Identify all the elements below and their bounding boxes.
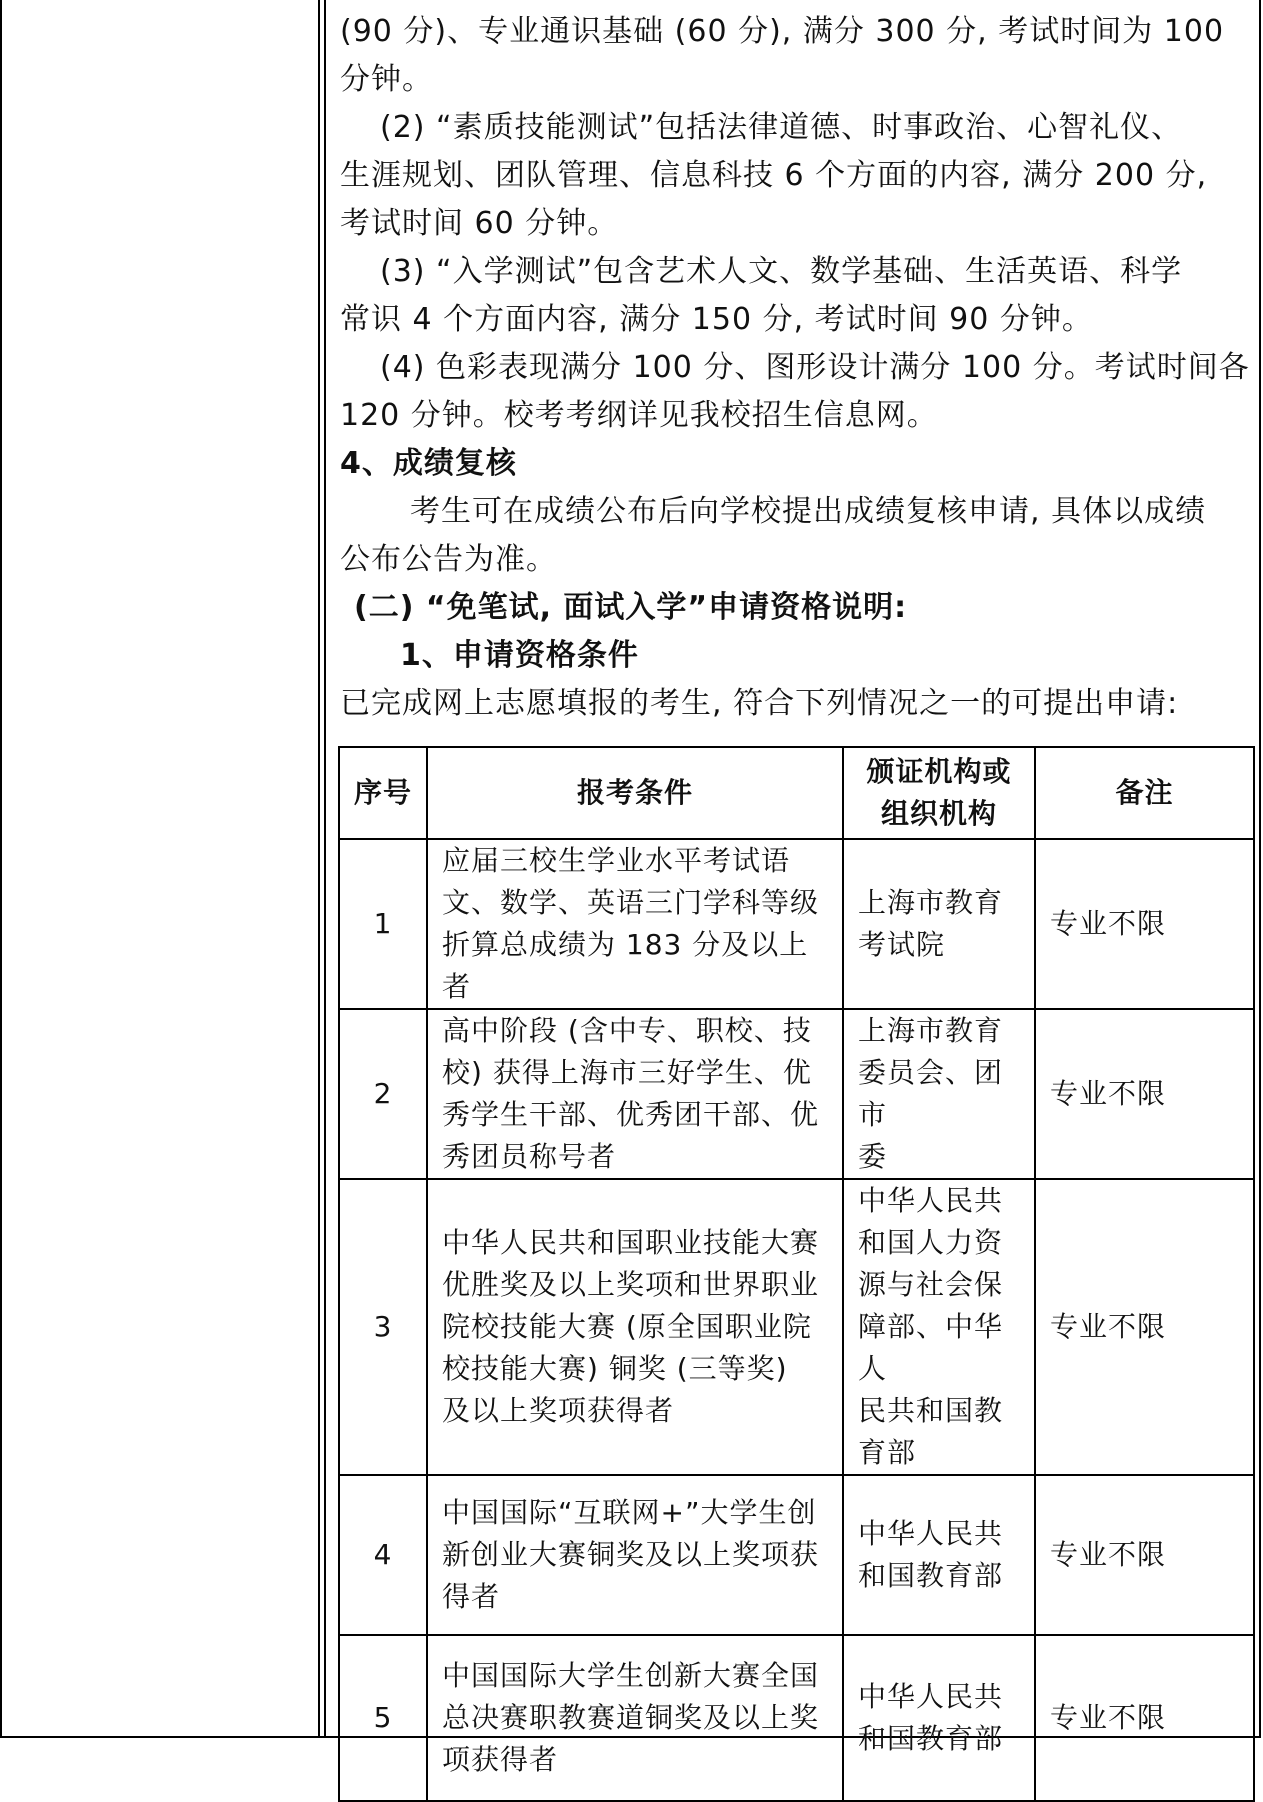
- row-condition: [427, 1179, 843, 1475]
- row-no: 4: [339, 1475, 427, 1635]
- header-no: 序号: [339, 747, 427, 839]
- eligibility-table: [338, 746, 1255, 1802]
- section-4-line-1: 考生可在成绩公布后向学校提出成绩复核申请, 具体以成绩: [410, 494, 1207, 529]
- condition-line: 及以上奖项获得者: [442, 1394, 675, 1427]
- org-line: 中华人民共: [858, 1184, 1004, 1217]
- row-condition: [427, 1475, 843, 1635]
- row-no: 1: [339, 839, 427, 1009]
- condition-line: 新创业大赛铜奖及以上奖项获: [442, 1538, 820, 1571]
- row-org: [843, 1009, 1035, 1179]
- org-line: 和国教育部: [858, 1722, 1004, 1755]
- row-org: [843, 1635, 1035, 1801]
- row-condition: [427, 839, 843, 1009]
- org-line: 民共和国教: [858, 1394, 1004, 1427]
- frame-right-line: [1259, 0, 1261, 1738]
- section-4-line-2: 公布公告为准。: [340, 542, 557, 577]
- paragraph-2-line-1: (2) “素质技能测试”包括法律道德、时事政治、心智礼仪、: [380, 110, 1183, 145]
- table-row: [339, 1009, 1254, 1179]
- paragraph-1-line-2: 分钟。: [340, 62, 433, 97]
- condition-line: 秀团员称号者: [442, 1140, 617, 1173]
- table-row: [339, 1475, 1254, 1635]
- row-no: 5: [339, 1635, 427, 1801]
- condition-line: 校) 获得上海市三好学生、优: [442, 1056, 812, 1089]
- paragraph-1-line-1: (90 分)、专业通识基础 (60 分), 满分 300 分, 考试时间为 100: [340, 14, 1225, 49]
- row-no: 3: [339, 1179, 427, 1475]
- paragraph-4-line-2: 120 分钟。校考考纲详见我校招生信息网。: [340, 398, 938, 433]
- section-two-intro: 已完成网上志愿填报的考生, 符合下列情况之一的可提出申请:: [340, 686, 1179, 721]
- org-line: 委: [858, 1140, 888, 1173]
- condition-line: 院校技能大赛 (原全国职业院: [442, 1310, 812, 1343]
- section-two-heading: (二) “免笔试, 面试入学”申请资格说明:: [354, 590, 908, 625]
- org-line: 障部、中华人: [858, 1310, 1004, 1385]
- paragraph-2-line-2: 生涯规划、团队管理、信息科技 6 个方面的内容, 满分 200 分,: [340, 158, 1208, 193]
- condition-line: 应届三校生学业水平考试语: [442, 844, 791, 877]
- paragraph-2-line-3: 考试时间 60 分钟。: [340, 206, 619, 241]
- condition-line: 中华人民共和国职业技能大赛: [442, 1226, 820, 1259]
- row-note: 专业不限: [1035, 1635, 1254, 1801]
- row-note: 专业不限: [1035, 839, 1254, 1009]
- row-condition: [427, 1635, 843, 1801]
- condition-line: 中国国际大学生创新大赛全国: [442, 1659, 820, 1692]
- org-line: 上海市教育: [858, 1014, 1004, 1047]
- table-row: [339, 1179, 1254, 1475]
- condition-line: 文、数学、英语三门学科等级: [442, 886, 820, 919]
- row-org: [843, 1475, 1035, 1635]
- row-condition: [427, 1009, 843, 1179]
- org-line: 源与社会保: [858, 1268, 1004, 1301]
- header-note: 备注: [1035, 747, 1254, 839]
- condition-line: 得者: [442, 1580, 501, 1613]
- org-line: 育部: [858, 1436, 917, 1469]
- row-org: [843, 1179, 1035, 1475]
- table-row: [339, 839, 1254, 1009]
- row-note: 专业不限: [1035, 1009, 1254, 1179]
- org-line: 委员会、团市: [858, 1056, 1004, 1131]
- condition-line: 高中阶段 (含中专、职校、技: [442, 1014, 812, 1047]
- section-two-subheading: 1、申请资格条件: [400, 638, 639, 673]
- org-line: 中华人民共: [858, 1680, 1004, 1713]
- condition-line: 校技能大赛) 铜奖 (三等奖): [442, 1352, 788, 1385]
- frame-divider-line-a: [318, 0, 320, 1738]
- org-line: 和国人力资: [858, 1226, 1004, 1259]
- frame-left-line: [0, 0, 2, 1738]
- header-condition: 报考条件: [427, 747, 843, 839]
- row-org: [843, 839, 1035, 1009]
- condition-line: 项获得者: [442, 1743, 559, 1776]
- header-org: [843, 747, 1035, 839]
- org-line: 和国教育部: [858, 1559, 1004, 1592]
- org-line: 中华人民共: [858, 1517, 1004, 1550]
- org-line: 考试院: [858, 928, 946, 961]
- condition-line: 优胜奖及以上奖项和世界职业: [442, 1268, 820, 1301]
- table-header-row: [339, 747, 1254, 839]
- section-4-heading: 4、成绩复核: [340, 446, 517, 481]
- document-body: [340, 8, 1250, 728]
- row-no: 2: [339, 1009, 427, 1179]
- header-org-line-2: 组织机构: [880, 797, 997, 830]
- condition-line: 中国国际“互联网+”大学生创: [442, 1496, 817, 1529]
- paragraph-4-line-1: (4) 色彩表现满分 100 分、图形设计满分 100 分。考试时间各: [380, 350, 1250, 385]
- org-line: 上海市教育: [858, 886, 1004, 919]
- condition-line: 折算总成绩为 183 分及以上者: [442, 928, 809, 1003]
- row-note: 专业不限: [1035, 1179, 1254, 1475]
- paragraph-3-line-1: (3) “入学测试”包含艺术人文、数学基础、生活英语、科学: [380, 254, 1183, 289]
- row-note: 专业不限: [1035, 1475, 1254, 1635]
- table-row: [339, 1635, 1254, 1801]
- paragraph-3-line-2: 常识 4 个方面内容, 满分 150 分, 考试时间 90 分钟。: [340, 302, 1093, 337]
- header-org-line-1: 颁证机构或: [866, 755, 1012, 788]
- frame-divider-line-b: [324, 0, 326, 1738]
- condition-line: 秀学生干部、优秀团干部、优: [442, 1098, 820, 1131]
- condition-line: 总决赛职教赛道铜奖及以上奖: [442, 1701, 820, 1734]
